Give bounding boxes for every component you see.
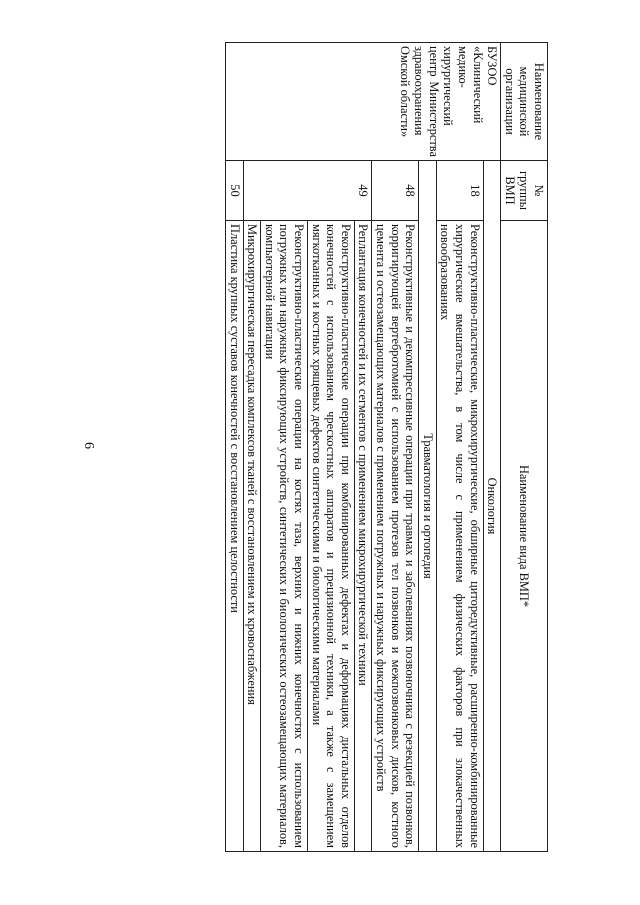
vmp-text: Реконструктивно-пластические операции при комбинированных дефектах и деформациях дистальных отделов конечностей с использованием чрескостных аппаратов и прецизионной техники, а также с замещением мягкотканных и костных хрящевых дефектов синтетическими и биологическими материалами bbox=[308, 221, 355, 852]
header-vmp: Наименование вида ВМП* bbox=[501, 221, 548, 852]
vmp-text: Реконструктивные и декомпрессивные операции при травмах и заболеваниях позвоночника с резекцией позвонков, корригирующей вертебротомией с использованием протезов тел позвонков и межпозвонковых дисков, костного цемента и остеозамещающих материалов с применением погружных и наружных фиксирующих устройств bbox=[372, 221, 419, 852]
vmp-text: Реплантация конечностей и их сегментов с применением микрохирургической техники bbox=[354, 221, 372, 852]
group-number: 50 bbox=[226, 161, 244, 221]
table-row bbox=[372, 43, 419, 852]
vmp-text: Реконструктивно-пластические операции на костях таза, верхних и нижних конечностях с использованием погружных или наружных фиксирующих устройств, синтетических и биологических остеозамещающих материалов, компьютерной навигации bbox=[261, 221, 308, 852]
vmp-text: Микрохирургическая пересадка комплексов тканей с восстановлением их кровоснабжения bbox=[243, 221, 261, 852]
table-header-row bbox=[501, 43, 548, 852]
group-number: 18 bbox=[436, 161, 483, 221]
rotated-page bbox=[81, 42, 548, 852]
group-number: 48 bbox=[372, 161, 419, 221]
table-row bbox=[354, 43, 372, 852]
section-title: Травматология и ортопедия bbox=[419, 161, 437, 852]
table-row bbox=[483, 43, 501, 852]
vmp-text: Реконструктивно-пластические, микрохирургические, обширные циторедуктивные, расширенно-комбинированные хирургические вмешательства, в том числе с применением физических факторов при злокачественных новообразованиях bbox=[436, 221, 483, 852]
vmp-table bbox=[225, 42, 548, 852]
header-org: Наименование медицинской организации bbox=[501, 43, 548, 161]
table-row bbox=[436, 43, 483, 852]
vmp-text: Пластика крупных суставов конечностей с восстановлением целостности bbox=[226, 221, 244, 852]
group-number: 49 bbox=[243, 161, 372, 221]
page-number: 6 bbox=[81, 442, 96, 449]
header-group: № группы ВМП bbox=[501, 161, 548, 221]
section-title: Онкология bbox=[483, 161, 501, 852]
organization-cell: БУЗОО «Клинический медико-хирургический центр Министерства здравоохранения Омской области» bbox=[226, 43, 501, 161]
table-row bbox=[226, 43, 244, 852]
table-row bbox=[419, 43, 437, 852]
